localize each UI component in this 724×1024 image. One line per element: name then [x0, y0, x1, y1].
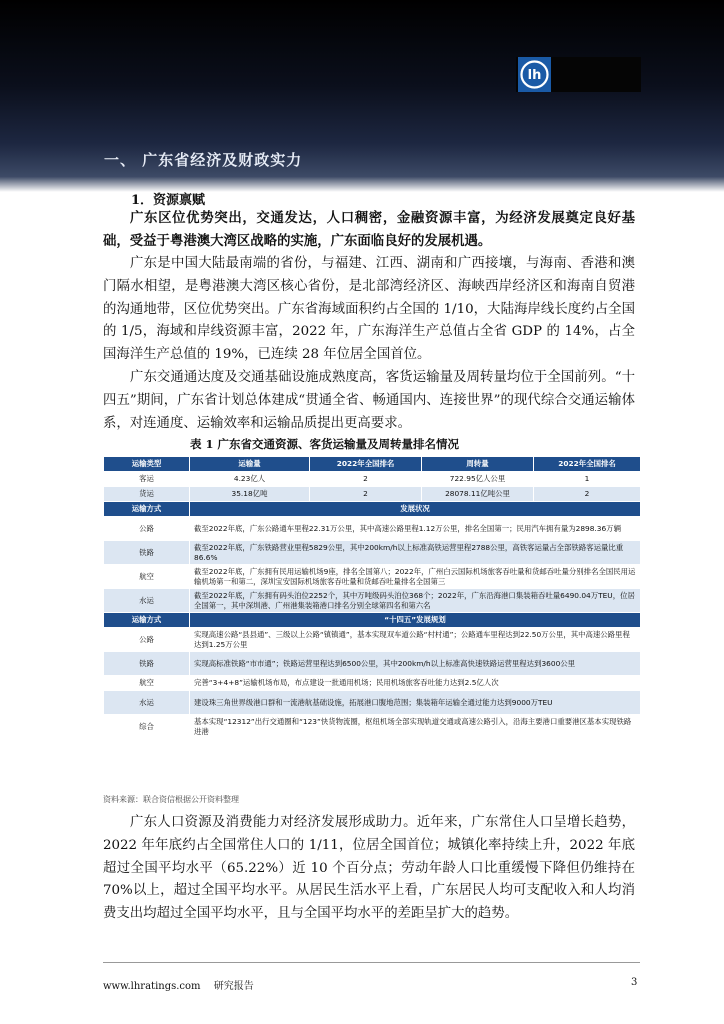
table-cell: 水运: [104, 589, 190, 613]
lead-paragraph: 广东区位优势突出，交通发达，人口稠密，金融资源丰富，为经济发展奠定良好基础，受益于粤港澳大湾区战略的实施，广东面临良好的发展机遇。: [103, 210, 635, 249]
table-header-cell: 运输方式: [104, 502, 190, 517]
table-row: [104, 676, 641, 691]
table-header-cell: 运输方式: [104, 613, 190, 628]
footer-info: [103, 977, 254, 992]
table-source-note: 资料来源：联合资信根据公开资料整理: [103, 795, 239, 804]
table-cell: 完善“3+4+8”运输机场布局，布点建设一批通用机场；民用机场旅客吞吐能力达到2.5亿人次: [190, 676, 641, 691]
page-number: 3: [631, 977, 638, 988]
table-cell: 实现高速公路“县县通”、三级以上公路“镇镇通”，基本实现双车道公路“村村通”；公路通车里程达到22.50万公里，其中高速公路里程达到1.25万公里: [190, 628, 641, 652]
table-cell: 铁路: [104, 541, 190, 565]
table-row: [104, 472, 641, 487]
table-row: [104, 517, 641, 541]
table-cell: 航空: [104, 676, 190, 691]
table-row: [104, 652, 641, 676]
table-header-cell: 运输量: [190, 457, 310, 472]
table-title: 表 1 广东省交通资源、客货运输量及周转量排名情况: [190, 437, 460, 451]
footer-divider: [103, 962, 640, 963]
paragraph-population: 广东人口资源及消费能力对经济发展形成助力。近年来，广东常住人口呈增长趋势，2022 年年底约占全国常住人口的 1/11，位居全国首位；城镇化率持续上升，2022 年底超过全国平均水平（65.22%）近 10 个百分点；劳动年龄人口比重缓慢下降但仍维持在 70%以上，超过全国平均水平。从居民生活水平上看，广东居民人均可支配收入和人均消费支出均超过全国平均水平，且与全国平均水平的差距呈扩大的趋势。: [103, 815, 635, 922]
table-header-cell: 发展状况: [190, 502, 641, 517]
footer-doc-type: 研究报告: [213, 981, 254, 992]
table-cell: 航空: [104, 565, 190, 589]
table-cell: 公路: [104, 517, 190, 541]
table-cell: 2: [534, 487, 641, 502]
table-row: [104, 691, 641, 715]
paragraph-location: 广东是中国大陆最南端的省份，与福建、江西、湖南和广西接壤，与海南、香港和澳门隔水相望，是粤港澳大湾区核心省份，是北部湾经济区、海峡西岸经济区和海南自贸港的沟通地带，区位优势突出。广东省海域面积约占全国的 1/10，大陆海岸线长度约占全国的 1/5，海域和岸线资源丰富，2022 年，广东海洋生产总值占全省 GDP 的 14%，占全国海洋生产总值的 19%，已连续 28 年位居全国首位。: [103, 256, 635, 363]
logo-mark-icon: [518, 57, 551, 92]
table-cell: 建设珠三角世界级港口群和一流港航基础设施，拓展港口腹地范围；集装箱年运输全通过能力达到9000万TEU: [190, 691, 641, 715]
table-row: [104, 628, 641, 652]
page-header-banner: [0, 0, 724, 192]
table-header-row: [104, 613, 641, 628]
table-header-cell: “十四五”发展规划: [190, 613, 641, 628]
table-cell: 铁路: [104, 652, 190, 676]
table-cell: 截至2022年底，广东拥有民用运输机场9座，排名全国第八；2022年，广州白云国际机场旅客吞吐量和货邮吞吐量分别排名全国民用运输机场第一和第二，深圳宝安国际机场旅客吞吐量和货邮吞吐量排名全国第三: [190, 565, 641, 589]
table-header-cell: 周转量: [422, 457, 534, 472]
table-cell: 基本实现“12312”出行交通圈和“123”快货物流圈，枢纽机场全部实现轨道交通或高速公路引入，沿海主要港口重要港区基本实现铁路进港: [190, 715, 641, 739]
table-cell: 截至2022年底，广东拥有码头泊位2252个，其中万吨级码头泊位368个；2022年，广东沿海港口集装箱吞吐量6490.04万TEU，位居全国第一，其中深圳港、广州港集装箱港口排名分别全球第四名和第六名: [190, 589, 641, 613]
table-row: [104, 715, 641, 739]
table-header-row: [104, 457, 641, 472]
table-cell: 2: [310, 472, 422, 487]
table-cell: 截至2022年底，广东铁路营业里程5829公里，其中200km/h以上标准高铁运营里程2788公里，高铁客运量占全部铁路客运量比重86.6%: [190, 541, 641, 565]
table-cell: 1: [534, 472, 641, 487]
table-cell: 截至2022年底，广东公路通车里程22.31万公里，其中高速公路里程1.12万公里，排名全国第一；民用汽车拥有量为2898.36万辆: [190, 517, 641, 541]
section-title: 一、 广东省经济及财政实力: [104, 151, 303, 169]
table-cell: 722.95亿人公里: [422, 472, 534, 487]
transport-table: [103, 456, 641, 739]
subsection-title: 1．资源禀赋: [131, 193, 206, 208]
table-header-row: [104, 502, 641, 517]
paragraph-transport: 广东交通通达度及交通基础设施成熟度高，客货运输量及周转量均位于全国前列。“十四五”期间，广东省计划总体建成“贯通全省、畅通国内、连接世界”的现代综合交通运输体系，对连通度、运输效率和运输品质提出更高要求。: [103, 370, 635, 431]
table-cell: 4.23亿人: [190, 472, 310, 487]
table-header-cell: 2022年全国排名: [534, 457, 641, 472]
table-cell: 水运: [104, 691, 190, 715]
company-logo: [516, 57, 641, 92]
table-cell: 公路: [104, 628, 190, 652]
table-row: [104, 487, 641, 502]
table-cell: 实现高标准铁路“市市通”；铁路运营里程达到6500公里，其中200km/h以上标准高快速铁路运营里程达到3600公里: [190, 652, 641, 676]
svg-text:lh: lh: [527, 68, 542, 83]
footer-website-link[interactable]: www.lhratings.com: [103, 981, 201, 992]
table-cell: 2: [310, 487, 422, 502]
table-cell: 客运: [104, 472, 190, 487]
table-header-cell: 2022年全国排名: [310, 457, 422, 472]
table-header-cell: 运输类型: [104, 457, 190, 472]
table-cell: 货运: [104, 487, 190, 502]
table-row: [104, 589, 641, 613]
table-cell: 28078.11亿吨公里: [422, 487, 534, 502]
table-row: [104, 541, 641, 565]
table-cell: 35.18亿吨: [190, 487, 310, 502]
table-row: [104, 565, 641, 589]
table-cell: 综合: [104, 715, 190, 739]
